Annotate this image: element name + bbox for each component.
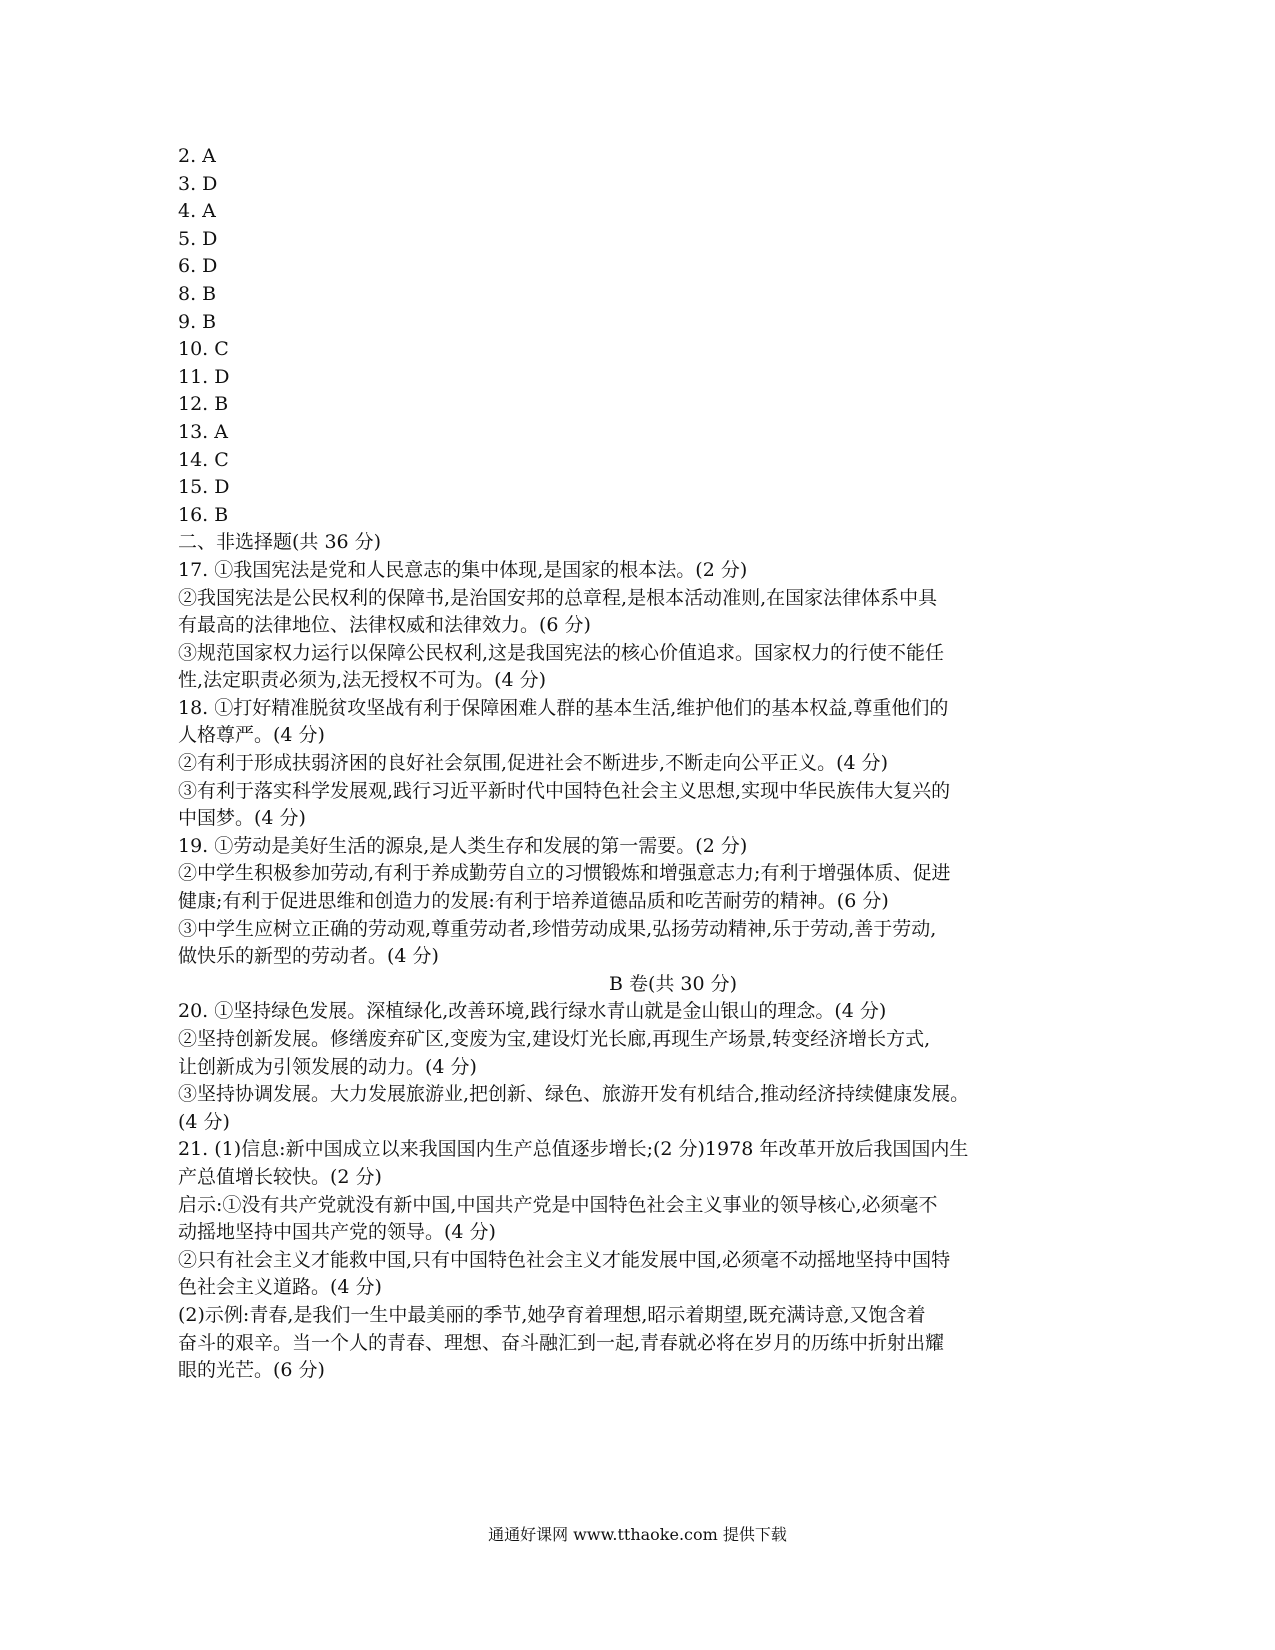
answer-line: 2. A [178, 145, 216, 167]
text-line: 19. ①劳动是美好生活的源泉,是人类生存和发展的第一需要。(2 分) [178, 834, 748, 857]
text-line: ②坚持创新发展。修缮废弃矿区,变废为宝,建设灯光长廊,再现生产场景,转变经济增长方式, [178, 1028, 931, 1050]
answer-key-content [178, 143, 1078, 1385]
question-18 [178, 695, 1078, 833]
text-line: 性,法定职责必须为,法无授权不可为。(4 分) [178, 669, 547, 692]
answer-line: 9. B [178, 310, 217, 333]
question-19 [178, 833, 1078, 971]
page-footer: 通通好课网 www.tthaoke.com 提供下载 [488, 1525, 787, 1544]
answer-line: 4. A [178, 200, 216, 223]
question-17 [178, 557, 1078, 695]
text-line: ③坚持协调发展。大力发展旅游业,把创新、绿色、旅游开发有机结合,推动经济持续健康发展。 [178, 1083, 970, 1106]
answer-line: 5. D [178, 227, 218, 250]
answer-line: 6. D [178, 255, 218, 278]
answer-line: 8. B [178, 282, 217, 305]
answer-line: 14. C [178, 448, 229, 471]
text-line: ②只有社会主义才能救中国,只有中国特色社会主义才能发展中国,必须毫不动摇地坚持中国特 [178, 1248, 951, 1271]
choice-answers [178, 143, 1078, 529]
text-line: 色社会主义道路。(4 分) [178, 1276, 382, 1299]
text-line: ③有利于落实科学发展观,践行习近平新时代中国特色社会主义思想,实现中华民族伟大复兴的 [178, 779, 951, 802]
text-line: (2)示例:青春,是我们一生中最美丽的季节,她孕育着理想,昭示着期望,既充满诗意,又饱含着 [178, 1303, 926, 1326]
text-line: 中国梦。(4 分) [178, 807, 306, 830]
text-line: 17. ①我国宪法是党和人民意志的集中体现,是国家的根本法。(2 分) [178, 558, 748, 581]
text-line: ②中学生积极参加劳动,有利于养成勤劳自立的习惯锻炼和增强意志力;有利于增强体质、促进 [178, 862, 951, 885]
text-line: 奋斗的艰辛。当一个人的青春、理想、奋斗融汇到一起,青春就必将在岁月的历练中折射出耀 [178, 1331, 945, 1354]
section-heading: 二、非选择题(共 36 分) [178, 531, 382, 554]
question-20 [178, 998, 1078, 1136]
text-line: 产总值增长较快。(2 分) [178, 1165, 382, 1188]
text-line: (4 分) [178, 1110, 230, 1133]
text-line: ③规范国家权力运行以保障公民权利,这是我国宪法的核心价值追求。国家权力的行使不能任 [178, 641, 945, 664]
text-line: 健康;有利于促进思维和创造力的发展:有利于培养道德品质和吃苦耐劳的精神。(6 分) [178, 890, 889, 913]
text-line: 人格尊严。(4 分) [178, 724, 325, 747]
text-line: 有最高的法律地位、法律权威和法律效力。(6 分) [178, 614, 591, 637]
text-line: 18. ①打好精准脱贫攻坚战有利于保障困难人群的基本生活,维护他们的基本权益,尊重他们的 [178, 696, 949, 719]
text-line: 20. ①坚持绿色发展。深植绿化,改善环境,践行绿水青山就是金山银山的理念。(4 分) [178, 1000, 887, 1023]
question-21 [178, 1136, 1078, 1384]
text-line: ③中学生应树立正确的劳动观,尊重劳动者,珍惜劳动成果,弘扬劳动精神,乐于劳动,善于劳动, [178, 917, 937, 940]
answer-line: 12. B [178, 393, 229, 416]
text-line: 动摇地坚持中国共产党的领导。(4 分) [178, 1221, 496, 1244]
text-line: 做快乐的新型的劳动者。(4 分) [178, 945, 439, 968]
text-line: ②我国宪法是公民权利的保障书,是治国安邦的总章程,是根本活动准则,在国家法律体系中具 [178, 586, 938, 609]
text-line: 眼的光芒。(6 分) [178, 1359, 325, 1382]
text-line: 21. (1)信息:新中国成立以来我国国内生产总值逐步增长;(2 分)1978 年改革开放后我国国内生 [178, 1138, 969, 1161]
answer-line: 16. B [178, 503, 229, 526]
text-line: 启示:①没有共产党就没有新中国,中国共产党是中国特色社会主义事业的领导核心,必须毫不 [178, 1193, 938, 1216]
text-line: ②有利于形成扶弱济困的良好社会氛围,促进社会不断进步,不断走向公平正义。(4 分) [178, 752, 889, 775]
answer-line: 11. D [178, 365, 230, 388]
answer-line: 10. C [178, 338, 229, 361]
answer-line: 13. A [178, 420, 228, 443]
answer-line: 3. D [178, 172, 218, 195]
text-line: 让创新成为引领发展的动力。(4 分) [178, 1055, 477, 1078]
answer-line: 15. D [178, 476, 230, 499]
section-b-heading: B 卷(共 30 分) [608, 972, 738, 995]
